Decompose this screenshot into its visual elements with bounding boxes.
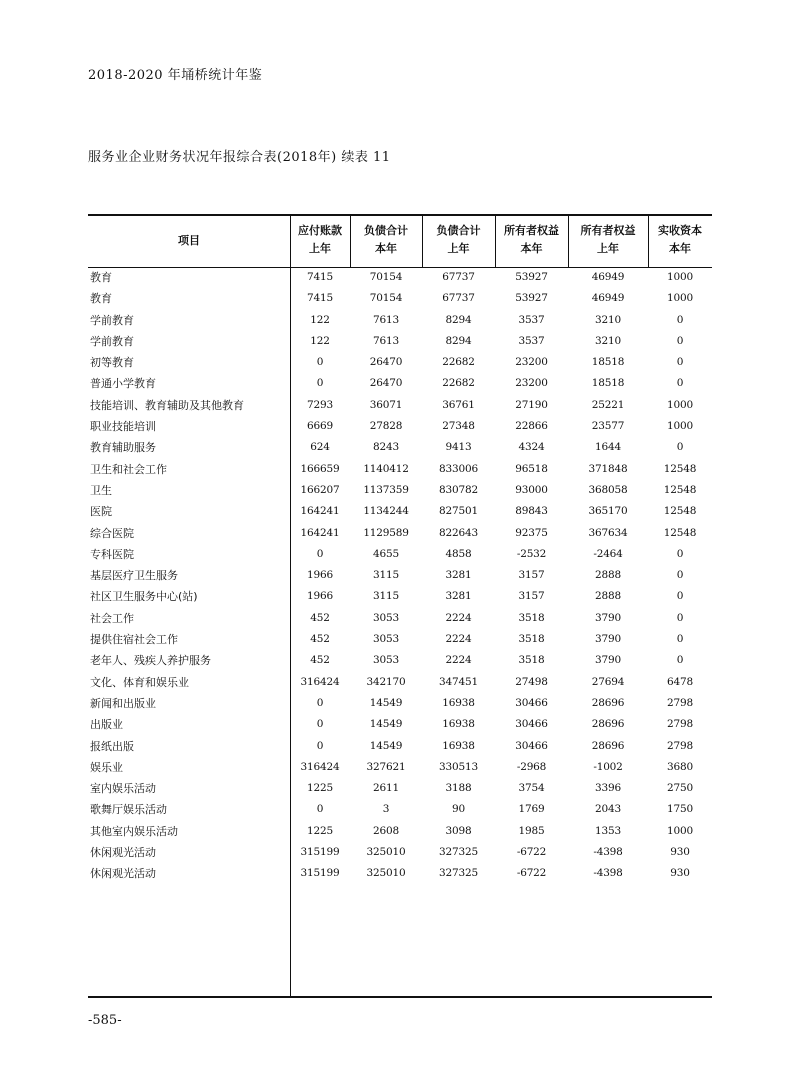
table-cell: 0 <box>676 547 684 560</box>
table-cell: 0 <box>316 356 324 369</box>
table-cell: 26470 <box>369 377 403 390</box>
table-cell: 0 <box>316 718 324 731</box>
table-cell: 12548 <box>663 462 697 475</box>
table-cell: 0 <box>676 334 684 347</box>
table-cell: 7613 <box>373 313 399 326</box>
table-cell: 347451 <box>439 675 478 688</box>
table-cell: 53927 <box>515 271 548 283</box>
row-label: 文化、体育和娱乐业 <box>90 675 189 689</box>
table-cell: 1353 <box>595 824 621 837</box>
table-cell: 2798 <box>667 696 693 709</box>
item-column-header: 项目 <box>178 234 200 247</box>
table-cell: 830782 <box>439 483 478 496</box>
table-cell: 315199 <box>300 867 340 880</box>
table-cell: 0 <box>676 313 684 326</box>
table-cell: 12548 <box>663 526 697 539</box>
table-row <box>88 395 712 416</box>
table-cell: 452 <box>310 633 330 646</box>
table-cell: 3053 <box>373 633 399 646</box>
row-label: 普通小学教育 <box>90 377 156 391</box>
table-row <box>88 373 712 394</box>
row-label: 出版业 <box>90 718 123 732</box>
row-label: 室内娱乐活动 <box>90 782 156 796</box>
table-cell: 327621 <box>366 760 406 773</box>
table-cell: 1000 <box>667 420 693 433</box>
table-cell: 2224 <box>445 611 472 624</box>
row-label: 学前教育 <box>90 313 134 327</box>
row-label: 老年人、残疾人养护服务 <box>90 654 211 668</box>
table-cell: 2888 <box>595 590 621 603</box>
table-row <box>88 480 712 501</box>
table-cell: 3281 <box>445 590 472 603</box>
column-header <box>495 222 568 258</box>
page-number: -585- <box>88 1013 122 1028</box>
data-table <box>88 214 712 998</box>
row-label: 技能培训、教育辅助及其他教育 <box>90 398 244 412</box>
table-cell: 96518 <box>515 462 548 475</box>
table-cell: 4324 <box>518 441 545 454</box>
table-cell: 3754 <box>518 782 545 795</box>
yearbook-header: 2018-2020 年埇桥统计年鉴 <box>88 68 263 83</box>
table-row <box>88 863 712 884</box>
table-row <box>88 565 712 586</box>
table-cell: 3281 <box>445 569 472 582</box>
table-cell: 2750 <box>667 782 693 795</box>
table-cell: 27498 <box>515 675 548 688</box>
table-cell: 122 <box>310 334 330 347</box>
table-cell: 12548 <box>663 505 697 518</box>
table-cell: 3680 <box>667 760 693 773</box>
table-cell: -2532 <box>516 547 547 560</box>
column-header-name: 所有者权益 <box>504 224 559 237</box>
table-row <box>88 416 712 437</box>
table-cell: 342170 <box>366 675 406 688</box>
table-cell: 1134244 <box>363 505 409 518</box>
table-row <box>88 501 712 522</box>
table-cell: 7415 <box>307 271 333 283</box>
table-cell: 1137359 <box>363 483 409 496</box>
table-cell: 3157 <box>518 569 545 582</box>
row-label: 休闲观光活动 <box>90 846 156 860</box>
table-cell: 30466 <box>515 696 548 709</box>
column-header-name: 负债合计 <box>364 224 408 237</box>
table-cell: 28696 <box>591 739 625 752</box>
table-cell: 3098 <box>445 824 472 837</box>
column-header-name: 应付账款 <box>298 224 342 237</box>
table-cell: 1140412 <box>363 462 409 475</box>
table-cell: 30466 <box>515 739 548 752</box>
table-cell: 70154 <box>369 271 403 283</box>
table-row <box>88 288 712 309</box>
table-cell: -2968 <box>516 760 547 773</box>
table-cell: 325010 <box>366 846 406 859</box>
table-cell: -4398 <box>593 867 623 880</box>
table-cell: 0 <box>676 356 684 369</box>
table-cell: 27828 <box>369 420 403 433</box>
column-header-name: 所有者权益 <box>580 224 636 237</box>
column-header <box>350 222 422 258</box>
row-label: 医院 <box>90 505 112 519</box>
column-header <box>290 222 350 258</box>
table-cell: 22866 <box>515 420 548 433</box>
column-header-sub: 上年 <box>597 242 619 255</box>
row-label: 社会工作 <box>90 611 134 625</box>
table-cell: 166207 <box>300 483 340 496</box>
table-cell: 53927 <box>515 292 548 305</box>
table-cell: 1985 <box>518 824 545 837</box>
table-cell: 3157 <box>518 590 545 603</box>
table-cell: 0 <box>676 633 684 646</box>
table-row <box>88 310 712 331</box>
table-cell: 452 <box>310 654 330 667</box>
column-header <box>568 222 648 258</box>
table-cell: 3537 <box>518 313 545 326</box>
table-cell: 316424 <box>300 675 340 688</box>
table-cell: 8294 <box>445 334 472 347</box>
row-label: 提供住宿社会工作 <box>90 633 178 647</box>
column-header <box>422 222 495 258</box>
table-bottom-rule <box>88 996 712 998</box>
table-cell: -4398 <box>593 846 623 859</box>
table-cell: 3790 <box>595 633 621 646</box>
table-cell: -2464 <box>593 547 623 560</box>
table-cell: 3396 <box>595 782 621 795</box>
table-cell: 3537 <box>518 334 545 347</box>
row-label: 职业技能培训 <box>90 420 156 434</box>
table-cell: 67737 <box>442 271 475 283</box>
table-cell: 0 <box>676 611 684 624</box>
table-cell: 16938 <box>442 739 475 752</box>
table-cell: 23577 <box>591 420 625 433</box>
table-cell: 3210 <box>595 334 621 347</box>
table-cell: 6669 <box>307 420 333 433</box>
table-cell: -1002 <box>593 760 623 773</box>
table-cell: 2043 <box>595 803 621 816</box>
table-row <box>88 523 712 544</box>
table-cell: 1750 <box>667 803 693 816</box>
row-label: 教育辅助服务 <box>90 441 156 455</box>
table-cell: 827501 <box>439 505 478 518</box>
column-header-name: 实收资本 <box>658 224 702 237</box>
table-cell: 92375 <box>515 526 548 539</box>
table-cell: 9413 <box>445 441 472 454</box>
table-row <box>88 352 712 373</box>
table-row <box>88 842 712 863</box>
table-cell: 27694 <box>591 675 625 688</box>
table-cell: 325010 <box>366 867 406 880</box>
row-label: 其他室内娱乐活动 <box>90 824 178 838</box>
table-cell: 164241 <box>300 505 340 518</box>
table-cell: 166659 <box>300 462 340 475</box>
table-cell: 22682 <box>442 377 475 390</box>
table-cell: 0 <box>316 803 324 816</box>
table-cell: 1000 <box>667 824 693 837</box>
table-row <box>88 821 712 842</box>
table-cell: 36071 <box>369 398 403 411</box>
table-cell: 368058 <box>588 483 628 496</box>
table-cell: 36761 <box>442 398 475 411</box>
table-cell: 1000 <box>667 398 693 411</box>
table-cell: 1644 <box>595 441 621 454</box>
table-cell: 2798 <box>667 718 693 731</box>
table-cell: 22682 <box>442 356 475 369</box>
table-cell: 327325 <box>439 867 478 880</box>
table-cell: 1129589 <box>363 526 409 539</box>
table-cell: 3 <box>382 803 390 816</box>
row-label: 新闻和出版业 <box>90 696 156 710</box>
table-cell: 122 <box>310 313 330 326</box>
table-cell: 2608 <box>373 824 399 837</box>
row-label: 报纸出版 <box>90 739 134 753</box>
table-cell: 624 <box>310 441 330 454</box>
table-cell: 1769 <box>518 803 545 816</box>
table-top-rule <box>88 214 712 216</box>
table-row <box>88 799 712 820</box>
table-cell: 14549 <box>369 739 403 752</box>
row-label: 卫生 <box>90 483 112 497</box>
table-cell: 327325 <box>439 846 478 859</box>
row-label: 娱乐业 <box>90 760 123 774</box>
table-row <box>88 586 712 607</box>
table-row <box>88 608 712 629</box>
table-cell: -6722 <box>516 867 547 880</box>
row-label: 初等教育 <box>90 356 134 370</box>
row-label: 基层医疗卫生服务 <box>90 569 178 583</box>
table-cell: 8243 <box>373 441 399 454</box>
table-cell: 367634 <box>588 526 628 539</box>
table-cell: 93000 <box>515 483 548 496</box>
table-cell: 2798 <box>667 739 693 752</box>
table-cell: 26470 <box>369 356 403 369</box>
table-cell: 3518 <box>518 654 545 667</box>
table-cell: 0 <box>316 739 324 752</box>
row-label: 卫生和社会工作 <box>90 462 167 476</box>
row-label: 社区卫生服务中心(站) <box>90 590 198 604</box>
row-label: 歌舞厅娱乐活动 <box>90 803 167 817</box>
table-body <box>88 267 712 885</box>
table-cell: 822643 <box>439 526 478 539</box>
table-cell: 18518 <box>591 377 625 390</box>
table-cell: 365170 <box>588 505 628 518</box>
table-cell: 164241 <box>300 526 340 539</box>
row-label: 专科医院 <box>90 547 134 561</box>
table-cell: 7293 <box>307 398 333 411</box>
table-row <box>88 437 712 458</box>
table-cell: 2224 <box>445 633 472 646</box>
table-cell: 0 <box>676 377 684 390</box>
column-header-sub: 本年 <box>669 242 691 255</box>
table-cell: -6722 <box>516 846 547 859</box>
table-row <box>88 267 712 288</box>
table-cell: 0 <box>316 547 324 560</box>
column-header-name: 负债合计 <box>436 224 481 237</box>
table-cell: 8294 <box>445 313 472 326</box>
table-cell: 1000 <box>667 292 693 305</box>
column-header-sub: 上年 <box>447 242 470 255</box>
table-cell: 16938 <box>442 718 475 731</box>
table-cell: 28696 <box>591 696 625 709</box>
table-cell: 0 <box>676 590 684 603</box>
table-cell: 46949 <box>591 292 625 305</box>
table-cell: 2224 <box>445 654 472 667</box>
row-label: 教育 <box>90 271 112 284</box>
table-cell: 3210 <box>595 313 621 326</box>
table-cell: 452 <box>310 611 330 624</box>
row-label: 学前教育 <box>90 334 134 348</box>
table-row <box>88 650 712 671</box>
table-cell: 70154 <box>369 292 403 305</box>
table-cell: 67737 <box>442 292 475 305</box>
table-cell: 16938 <box>442 696 475 709</box>
table-cell: 27348 <box>442 420 475 433</box>
column-header-sub: 本年 <box>375 242 397 255</box>
table-cell: 18518 <box>591 356 625 369</box>
table-cell: 27190 <box>515 398 548 411</box>
row-label: 休闲观光活动 <box>90 867 156 881</box>
table-cell: 3115 <box>373 590 399 603</box>
table-cell: 6478 <box>667 675 693 688</box>
table-cell: 2611 <box>373 782 399 795</box>
table-row <box>88 331 712 352</box>
table-cell: 1225 <box>307 782 333 795</box>
table-cell: 3518 <box>518 611 545 624</box>
table-cell: 1225 <box>307 824 333 837</box>
row-label: 综合医院 <box>90 526 134 540</box>
table-cell: 89843 <box>515 505 548 518</box>
table-cell: 0 <box>316 696 324 709</box>
table-cell: 30466 <box>515 718 548 731</box>
table-cell: 3188 <box>445 782 472 795</box>
table-cell: 12548 <box>663 483 697 496</box>
column-header-sub: 本年 <box>520 242 543 255</box>
table-cell: 3518 <box>518 633 545 646</box>
table-row <box>88 459 712 480</box>
table-cell: 14549 <box>369 718 403 731</box>
table-row <box>88 672 712 693</box>
table-row <box>88 736 712 757</box>
table-cell: 3790 <box>595 611 621 624</box>
table-cell: 316424 <box>300 760 340 773</box>
table-row <box>88 544 712 565</box>
table-cell: 0 <box>316 377 324 390</box>
table-cell: 3790 <box>595 654 621 667</box>
table-cell: 833006 <box>439 462 478 475</box>
table-cell: 1966 <box>307 569 333 582</box>
table-cell: 3053 <box>373 611 399 624</box>
table-cell: 0 <box>676 654 684 667</box>
table-cell: 23200 <box>515 377 548 390</box>
table-cell: 371848 <box>588 462 628 475</box>
row-label: 教育 <box>90 292 112 306</box>
table-row <box>88 757 712 778</box>
column-header-sub: 上年 <box>309 242 331 255</box>
table-cell: 25221 <box>591 398 625 411</box>
table-cell: 23200 <box>515 356 548 369</box>
table-row <box>88 778 712 799</box>
table-row <box>88 693 712 714</box>
table-cell: 28696 <box>591 718 625 731</box>
table-cell: 315199 <box>300 846 340 859</box>
table-cell: 7613 <box>373 334 399 347</box>
table-cell: 7415 <box>307 292 333 305</box>
table-row <box>88 629 712 650</box>
table-cell: 1966 <box>307 590 333 603</box>
column-header <box>648 222 712 258</box>
table-title: 服务业企业财务状况年报综合表(2018年) 续表 11 <box>88 150 391 165</box>
table-cell: 2888 <box>595 569 621 582</box>
table-cell: 4655 <box>373 547 399 560</box>
table-cell: 14549 <box>369 696 403 709</box>
table-cell: 90 <box>452 803 465 816</box>
table-cell: 3053 <box>373 654 399 667</box>
table-row <box>88 714 712 735</box>
table-cell: 930 <box>670 846 690 859</box>
table-cell: 3115 <box>373 569 399 582</box>
table-cell: 4858 <box>445 547 472 560</box>
table-cell: 0 <box>676 441 684 454</box>
table-cell: 1000 <box>667 271 693 283</box>
table-cell: 46949 <box>591 271 625 283</box>
table-cell: 330513 <box>439 760 478 773</box>
table-cell: 0 <box>676 569 684 582</box>
table-cell: 930 <box>670 867 690 880</box>
